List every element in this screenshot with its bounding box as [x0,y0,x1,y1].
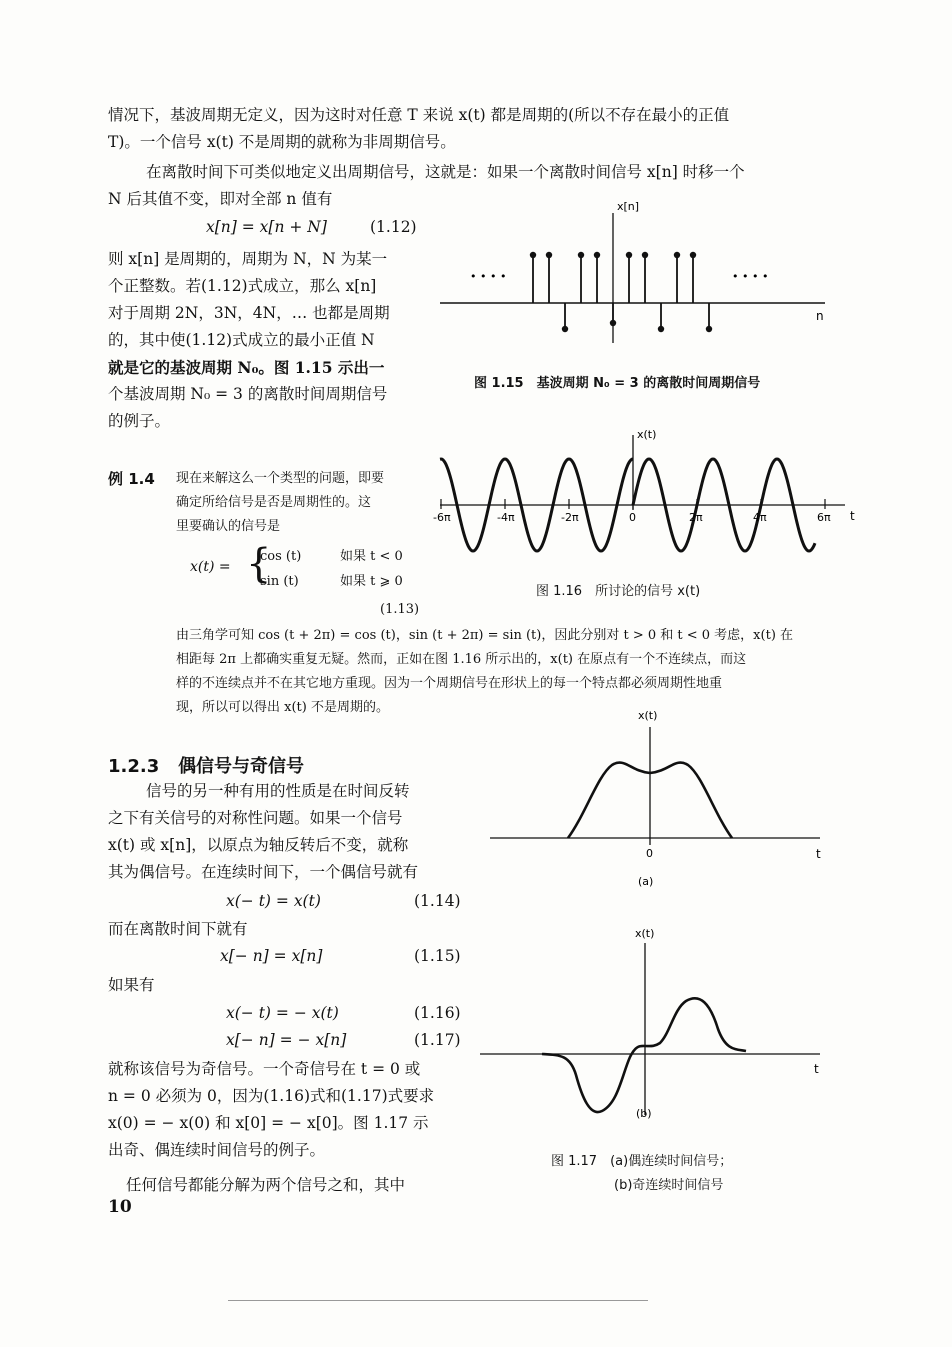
page-number: 10 [108,1197,132,1217]
scan-line [228,1300,648,1301]
fig116-tick-label: 2π [689,511,703,524]
stem-dot [706,326,712,332]
para-odd-line: 就称该信号为奇信号。一个奇信号在 t = 0 或 [108,1060,421,1078]
para3-line: 个基波周期 N₀ = 3 的离散时间周期信号 [108,385,388,403]
eq-1-16: x(− t) = − x(t) [226,1004,339,1022]
figure-1-16 [430,425,870,565]
example-label: 例 1.4 [108,470,155,488]
eq-1-17: x[− n] = − x[n] [226,1031,347,1049]
eq-1-17-number: (1.17) [414,1031,461,1049]
example-body-line: 现，所以可以得出 x(t) 不是周期的。 [176,700,389,715]
fig116-ylabel: x(t) [637,428,657,441]
fig115-caption: 图 1.15 基波周期 N₀ = 3 的离散时间周期信号 [474,376,761,391]
example-line: 里要确认的信号是 [176,519,281,534]
stem-dot [530,252,536,258]
fig116-tick-label: 4π [753,511,767,524]
fig116-tick-label: -6π [433,511,451,524]
fig116-xlabel: t [850,509,855,523]
fig116-tick-label: -4π [497,511,515,524]
stem-dot [562,326,568,332]
text-ifhave: 如果有 [108,976,155,994]
eq-1-13-brace: { [246,541,272,587]
fig117a-ylabel: x(t) [638,709,658,722]
fig116-tick-label: 6π [817,511,831,524]
para2-line2: N 后其值不变，即对全部 n 值有 [108,190,333,208]
para3-line: 则 x[n] 是周期的，周期为 N，N 为某一 [108,250,388,268]
fig117a-origin: 0 [646,847,653,860]
para3 [108,246,428,435]
para-top-line2: T)。一个信号 x(t) 不是周期的就称为非周期信号。 [108,133,456,151]
fig117b-curve [542,998,746,1112]
eq-1-13-case1: cos (t) [260,549,302,564]
para3-line: 的例子。 [108,412,171,430]
fig115-ylabel: x[n] [617,200,640,213]
fig116-tick-label: -2π [561,511,579,524]
para-top-line1: 情况下，基波周期无定义，因为这时对任意 T 来说 x(t) 都是周期的(所以不存在最小的正值 [108,106,730,124]
stem-dot [578,252,584,258]
fig117-caption-line2: (b)奇连续时间信号 [614,1178,724,1193]
example-body-line: 样的不连续点并不在其它地方重现。因为一个周期信号在形状上的每一个特点都必须周期性地重 [176,676,723,691]
stem-dot [594,252,600,258]
stem-dot [674,252,680,258]
para-even-line: 其为偶信号。在连续时间下，一个偶信号就有 [108,863,419,881]
section-title: 偶信号与奇信号 [178,756,305,777]
fig117b-xlabel: t [814,1062,819,1076]
para-even-line: 之下有关信号的对称性问题。如果一个信号 [108,809,403,827]
example-line: 现在来解这么一个类型的问题，即要 [176,471,385,486]
eq-1-15: x[− n] = x[n] [220,947,323,965]
eq-1-13-case2: sin (t) [260,574,299,589]
eq-1-13-lhs: x(t) = [190,559,231,575]
para-last: 任何信号都能分解为两个信号之和，其中 [126,1176,406,1194]
stem-dot [690,252,696,258]
para-even-line: 信号的另一种有用的性质是在时间反转 [146,782,410,800]
example-text [176,467,436,539]
fig117-caption-line1: 图 1.17 (a)偶连续时间信号； [551,1154,733,1169]
eq-1-12-number: (1.12) [370,218,417,236]
para-odd [108,1056,478,1164]
eq-1-16-number: (1.16) [414,1004,461,1022]
fig116-tick-label: 0 [629,511,636,524]
eq-1-15-number: (1.15) [414,947,461,965]
para2-line1: 在离散时间下可类似地定义出周期信号，这就是：如果一个离散时间信号 x[n] 时移一个 [146,163,745,181]
para-odd-line: 出奇、偶连续时间信号的例子。 [108,1141,326,1159]
figure-1-17a [480,705,840,895]
eq-1-14-number: (1.14) [414,892,461,910]
eq-1-13-cond2: 如果 t ⩾ 0 [340,574,403,589]
example-body-line: 相距每 2π 上都确实重复无疑。然而，正如在图 1.16 所示出的，x(t) 在原点有一个不连续点，而这 [176,652,747,667]
para-odd-line: n = 0 必须为 0，因为(1.16)式和(1.17)式要求 [108,1087,435,1105]
eq-1-12: x[n] = x[n + N] [206,218,327,236]
para3-line: 对于周期 2N，3N，4N，… 也都是周期 [108,304,390,322]
text-discrete: 而在离散时间下就有 [108,920,248,938]
eq-1-13-number: (1.13) [380,602,420,617]
para-even-line: x(t) 或 x[n]，以原点为轴反转后不变，就称 [108,836,409,854]
fig117b-tag: (b) [636,1107,652,1120]
fig117a-tag: (a) [638,875,654,888]
para3-line: 个正整数。若(1.12)式成立，那么 x[n] [108,277,377,295]
section-number: 1.2.3 [108,756,160,777]
eq-1-14: x(− t) = x(t) [226,892,321,910]
section-heading [108,752,304,778]
figure-1-15 [440,195,840,355]
fig115-dots-right: • • • • [732,270,769,283]
stem-dot [642,252,648,258]
fig116-caption: 图 1.16 所讨论的信号 x(t) [536,584,701,599]
fig115-dots-left: • • • • [470,270,507,283]
stem-dot [546,252,552,258]
figure-1-17b [480,925,840,1125]
fig115-xlabel: n [816,309,824,323]
para3-line: 的，其中使(1.12)式成立的最小正值 N [108,331,375,349]
stem-dot [626,252,632,258]
fig117b-ylabel: x(t) [635,927,655,940]
para3-line: 就是它的基波周期 N₀。图 1.15 示出一 [108,358,385,377]
para-odd-line: x(0) = − x(0) 和 x[0] = − x[0]。图 1.17 示 [108,1114,429,1132]
example-line: 确定所给信号是否是周期性的。这 [176,495,372,510]
stem-dot [658,326,664,332]
fig117a-xlabel: t [816,847,821,861]
fig115-stems [530,252,712,332]
eq-1-13-cond1: 如果 t < 0 [340,549,403,564]
stem-dot [610,320,616,326]
para-even [108,778,478,886]
example-body-line: 由三角学可知 cos (t + 2π) = cos (t)，sin (t + 2π) = sin (t)，因此分别对 t > 0 和 t < 0 考虑，x(t) 在 [176,628,794,643]
